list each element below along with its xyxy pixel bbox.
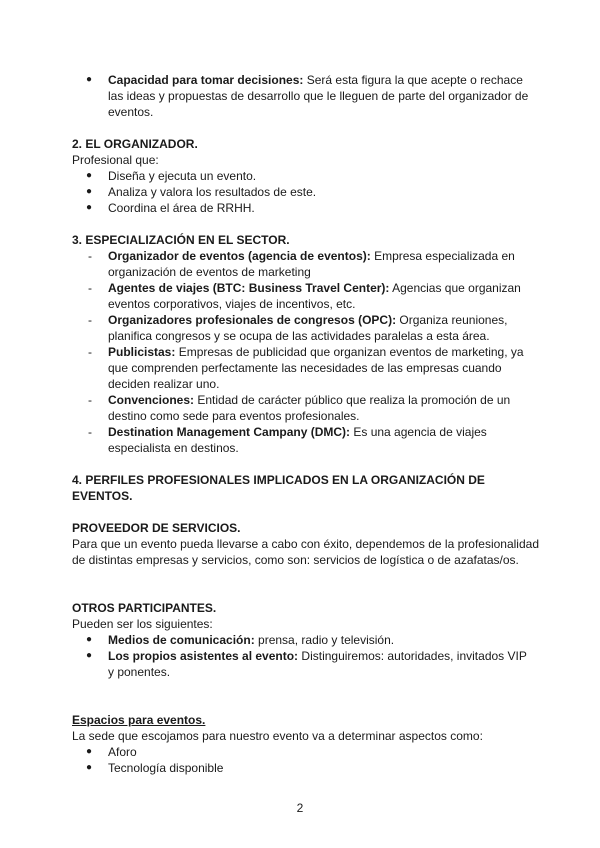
item-term: Convenciones: [108,393,195,407]
dash-marker: - [88,425,92,439]
dash-marker: - [88,345,92,359]
list-item: Diseña y ejecuta un evento. [108,169,257,183]
section-heading: 3. ESPECIALIZACIÓN EN EL SECTOR. [72,233,290,247]
item-term: Agentes de viajes (BTC: Business Travel Center): [108,281,390,295]
page-number: 2 [296,801,304,815]
section-otros [72,600,532,680]
dash-marker: - [88,249,92,263]
item-text: Empresas de publicidad que organizan eventos de marketing, ya que comprenden perfectamente las necesidades de las empresas cuando deciden realizar uno. [108,345,524,391]
subsection-heading: Espacios para eventos. [72,713,206,727]
dash-marker: - [88,313,92,327]
bullet-icon: ● [86,746,93,757]
section-especializacion [72,232,532,456]
paragraph: Para que un evento pueda llevarse a cabo con éxito, dependemos de la profesionalidad de distintas empresas y servicios, como son: servicios de logística o de azafatas/os. [72,537,539,567]
section-organizador [72,136,532,216]
section-heading: 4. PERFILES PROFESIONALES IMPLICADOS EN LA ORGANIZACIÓN DE EVENTOS. [72,473,485,503]
section-intro: Pueden ser los siguientes: [72,617,213,631]
section-intro: La sede que escojamos para nuestro evento va a determinar aspectos como: [72,729,483,743]
item-term: Medios de comunicación: [108,633,255,647]
item-term: Los propios asistentes al evento: [108,649,299,663]
list-item: Aforo [108,745,137,759]
item-term: Capacidad para tomar decisiones: [108,73,304,87]
dash-marker: - [88,393,92,407]
bullet-icon: ● [86,74,93,85]
section-proveedor [72,520,542,568]
item-text: Empresa especializada en organización de eventos de marketing [108,249,515,279]
list-item: Analiza y valora los resultados de este. [108,185,317,199]
decision-capacity-item [72,72,532,120]
item-term: Destination Management Campany (DMC): [108,425,351,439]
bullet-icon: ● [86,634,93,645]
section-espacios [72,712,532,776]
subsection-heading: OTROS PARTICIPANTES. [72,601,217,615]
section-perfiles [72,472,512,504]
item-text: Será esta figura la que acepte o rechace las ideas y propuestas de desarrollo que le lleguen de parte del organizador de eventos. [108,73,529,119]
section-intro: Profesional que: [72,153,159,167]
item-text: Entidad de carácter público que realiza la promoción de un destino como sede para eventos profesionales. [108,393,511,423]
bullet-icon: ● [86,186,93,197]
subsection-heading: PROVEEDOR DE SERVICIOS. [72,521,241,535]
item-term: Organizadores profesionales de congresos (OPC): [108,313,397,327]
dash-marker: - [88,281,92,295]
list-item: Tecnología disponible [108,761,224,775]
section-heading: 2. EL ORGANIZADOR. [72,137,198,151]
item-text: Es una agencia de viajes especialista en destinos. [108,425,487,455]
item-term: Organizador de eventos (agencia de eventos): [108,249,371,263]
bullet-icon: ● [86,170,93,181]
item-term: Publicistas: [108,345,176,359]
item-text: prensa, radio y televisión. [254,633,395,647]
list-item: Coordina el área de RRHH. [108,201,255,215]
bullet-icon: ● [86,650,93,661]
bullet-icon: ● [86,762,93,773]
bullet-icon: ● [86,202,93,213]
item-text: Distinguiremos: autoridades, invitados VIP y ponentes. [108,649,527,679]
item-text: Organiza reuniones, planifica congresos y se ocupa de las actividades paralelas a esta área. [108,313,508,343]
item-text: Agencias que organizan eventos corporativos, viajes de incentivos, etc. [108,281,521,311]
